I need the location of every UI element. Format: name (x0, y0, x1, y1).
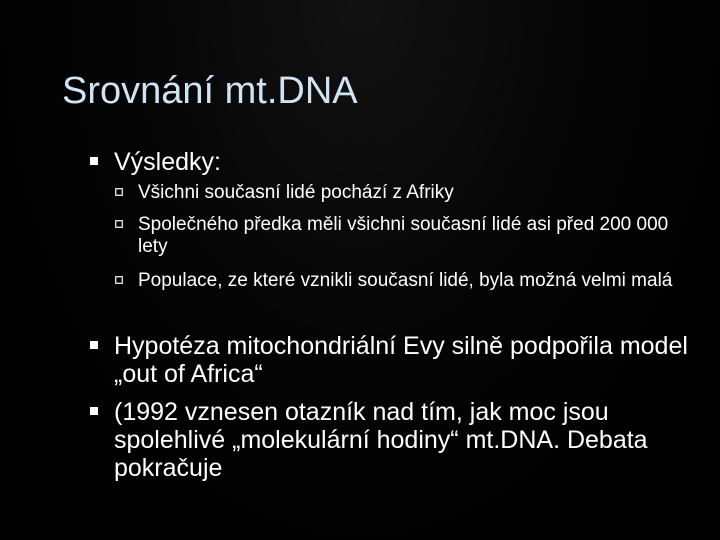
outlined-square-bullet-icon (115, 276, 123, 284)
bullet-text: Hypotéza mitochondriální Evy silně podpořila model „out of Africa“ (114, 332, 688, 388)
square-bullet-icon (90, 341, 98, 349)
sub-bullet-population (115, 270, 695, 292)
bullet-hypothesis (90, 332, 710, 388)
bullet-1992 (90, 398, 710, 482)
sub-bullet-ancestor (115, 214, 695, 258)
bullet-text: Výsledky: (114, 148, 221, 176)
square-bullet-icon (90, 157, 98, 165)
outlined-square-bullet-icon (115, 220, 123, 228)
outlined-square-bullet-icon (115, 188, 123, 196)
bullet-text: (1992 vznesen otazník nad tím, jak moc jsou spolehlivé „molekulární hodiny“ mt.DNA. Debata pokračuje (114, 398, 648, 482)
square-bullet-icon (90, 407, 98, 415)
slide-title: Srovnání mt.DNA (62, 70, 358, 112)
sub-bullet-text: Všichni současní lidé pochází z Afriky (138, 182, 454, 203)
bullet-results (90, 148, 710, 176)
sub-bullet-africa (115, 182, 695, 204)
sub-bullet-text: Společného předka měli všichni současní lidé asi před 200 000 lety (138, 214, 669, 257)
sub-bullet-text: Populace, ze které vznikli současní lidé, byla možná velmi malá (138, 270, 673, 291)
